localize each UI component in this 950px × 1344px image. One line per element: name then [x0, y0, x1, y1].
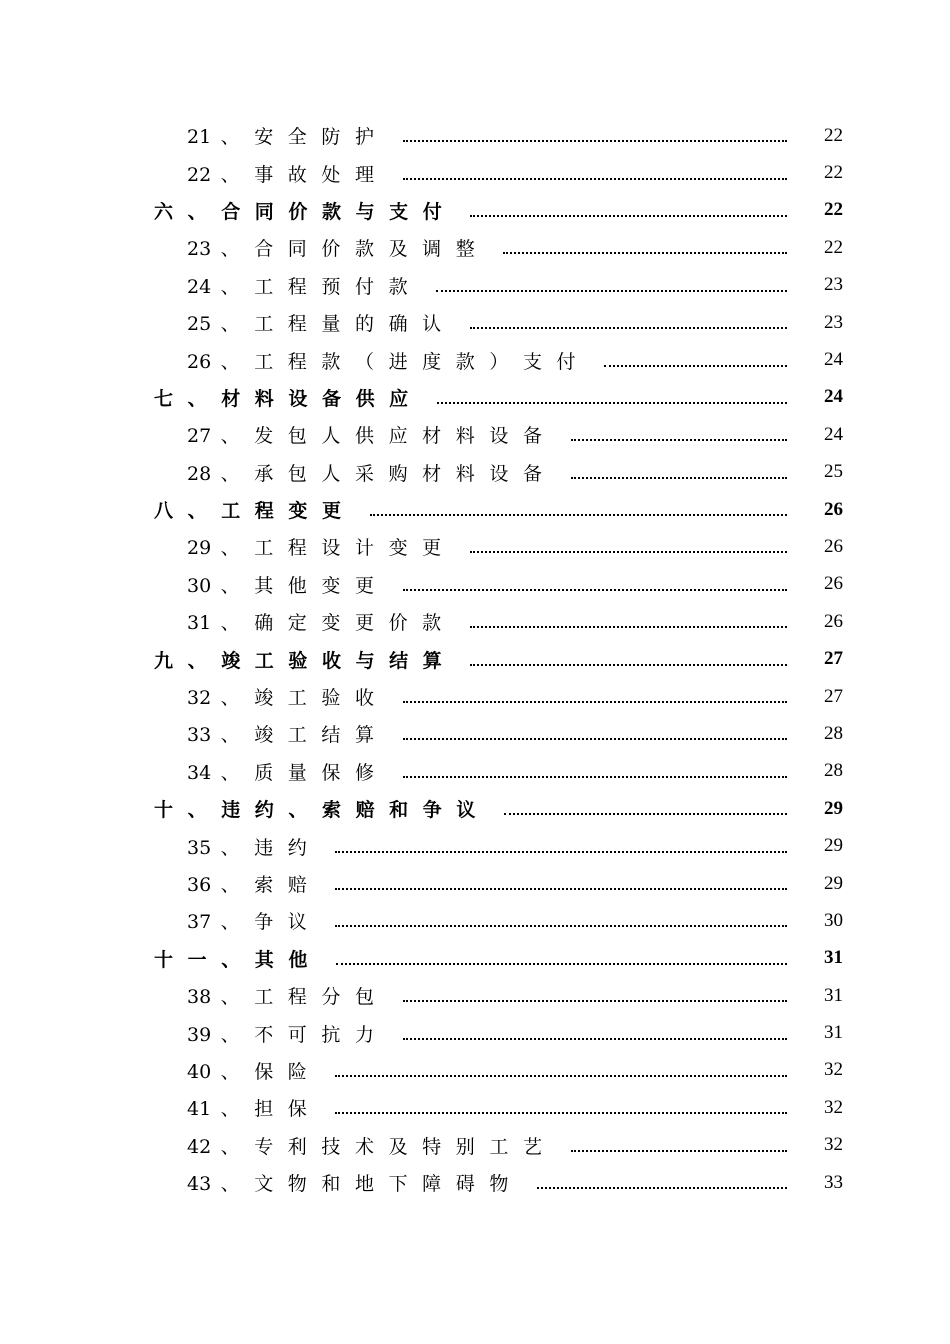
toc-entry[interactable] — [0, 117, 950, 154]
toc-entry-label: 42 、 专 利 技 术 及 特 别 工 艺 — [187, 1135, 542, 1158]
toc-leader-dots — [470, 625, 787, 628]
toc-entry[interactable] — [0, 566, 950, 603]
toc-leader-dots — [571, 1149, 787, 1152]
toc-page-number: 32 — [824, 1134, 843, 1156]
toc-leader-dots — [403, 139, 787, 142]
toc-chapter-label: 十 、 违 约 、 索 赔 和 争 议 — [154, 799, 476, 822]
toc-leader-dots — [436, 289, 787, 292]
toc-entry-label: 37 、 争 议 — [187, 911, 307, 934]
toc-leader-dots — [403, 775, 787, 778]
toc-leader-dots — [470, 326, 787, 329]
toc-chapter-entry[interactable] — [0, 640, 950, 677]
toc-page-number: 31 — [824, 947, 843, 969]
toc-entry[interactable] — [0, 154, 950, 191]
toc-leader-dots — [335, 924, 787, 927]
toc-leader-dots — [470, 550, 787, 553]
toc-entry[interactable] — [0, 753, 950, 790]
toc-entry-label: 29 、 工 程 设 计 变 更 — [187, 537, 442, 560]
toc-entry-label: 21 、 安 全 防 护 — [187, 126, 374, 149]
toc-leader-dots — [403, 737, 787, 740]
toc-entry-label: 24 、 工 程 预 付 款 — [187, 275, 408, 298]
toc-entry-label: 30 、 其 他 变 更 — [187, 574, 374, 597]
toc-leader-dots — [503, 251, 787, 254]
toc-page-number: 26 — [824, 610, 843, 632]
toc-chapter-label: 九 、 竣 工 验 收 与 结 算 — [154, 649, 442, 672]
toc-leader-dots — [571, 476, 787, 479]
toc-entry-label: 38 、 工 程 分 包 — [187, 986, 374, 1009]
toc-page-number: 30 — [824, 909, 843, 931]
toc-page-number: 29 — [824, 797, 843, 819]
toc-entry[interactable] — [0, 1014, 950, 1051]
toc-entry-label: 36 、 索 赔 — [187, 874, 307, 896]
toc-leader-dots — [403, 1037, 787, 1040]
toc-entry[interactable] — [0, 341, 950, 378]
toc-entry-label: 40 、 保 险 — [187, 1060, 307, 1083]
toc-entry-label: 28 、 承 包 人 采 购 材 料 设 备 — [187, 462, 542, 485]
toc-entry[interactable] — [0, 1127, 950, 1164]
toc-leader-dots — [335, 887, 787, 890]
toc-leader-dots — [403, 700, 787, 703]
toc-entry[interactable] — [0, 827, 950, 864]
toc-entry-label: 41 、 担 保 — [187, 1098, 307, 1121]
toc-page-number: 24 — [824, 349, 843, 371]
toc-page-number: 23 — [824, 311, 843, 333]
toc-leader-dots — [504, 812, 787, 815]
toc-entry[interactable] — [0, 304, 950, 341]
toc-leader-dots — [470, 663, 787, 666]
toc-entry[interactable] — [0, 229, 950, 266]
toc-entry-label: 35 、 违 约 — [187, 836, 307, 859]
toc-leader-dots — [537, 1186, 787, 1189]
toc-leader-dots — [571, 438, 787, 441]
toc-leader-dots — [470, 214, 787, 217]
toc-entry[interactable] — [0, 1164, 950, 1201]
toc-entry[interactable] — [0, 528, 950, 565]
toc-page-number: 31 — [824, 1022, 843, 1044]
toc-entry-label: 25 、 工 程 量 的 确 认 — [187, 313, 442, 336]
toc-leader-dots — [336, 962, 787, 965]
toc-page-number: 22 — [824, 162, 843, 184]
toc-entry[interactable] — [0, 416, 950, 453]
toc-entry[interactable] — [0, 603, 950, 640]
toc-page-number: 32 — [824, 1059, 843, 1081]
toc-entry-label: 27 、 发 包 人 供 应 材 料 设 备 — [187, 425, 542, 448]
toc-entry-label: 31 、 确 定 变 更 价 款 — [187, 612, 442, 635]
toc-entry-label: 26 、 工 程 款 （ 进 度 款 ） 支 付 — [187, 350, 576, 373]
toc-entry[interactable] — [0, 678, 950, 715]
toc-entry[interactable] — [0, 267, 950, 304]
toc-leader-dots — [335, 850, 787, 853]
toc-chapter-entry[interactable] — [0, 491, 950, 528]
toc-chapter-entry[interactable] — [0, 940, 950, 977]
toc-entry[interactable] — [0, 454, 950, 491]
toc-page-number: 28 — [824, 722, 843, 744]
toc-page-number: 29 — [824, 872, 843, 894]
toc-page-number: 22 — [824, 199, 843, 221]
toc-page-number: 22 — [824, 236, 843, 258]
toc-leader-dots — [370, 513, 787, 516]
toc-chapter-entry[interactable] — [0, 379, 950, 416]
toc-entry[interactable] — [0, 1052, 950, 1089]
toc-entry[interactable] — [0, 902, 950, 939]
toc-chapter-label: 七 、 材 料 设 备 供 应 — [154, 387, 409, 410]
toc-entry-label: 33 、 竣 工 结 算 — [187, 724, 374, 747]
toc-entry-label: 22 、 事 故 处 理 — [187, 163, 374, 186]
toc-leader-dots — [403, 588, 787, 591]
toc-leader-dots — [335, 1111, 787, 1114]
toc-leader-dots — [604, 364, 787, 367]
toc-entry[interactable] — [0, 715, 950, 752]
toc-entry-label: 34 、 质 量 保 修 — [187, 761, 374, 784]
toc-chapter-label: 六 、 合 同 价 款 与 支 付 — [154, 200, 442, 223]
toc-page-number: 27 — [824, 685, 843, 707]
toc-leader-dots — [437, 401, 787, 404]
toc-page-number: 32 — [824, 1096, 843, 1118]
toc-entry-label: 39 、 不 可 抗 力 — [187, 1023, 374, 1046]
toc-chapter-label: 八 、 工 程 变 更 — [154, 500, 341, 523]
toc-entry-label: 32 、 竣 工 验 收 — [187, 687, 374, 710]
toc-page-number: 24 — [824, 423, 843, 445]
toc-page-number: 26 — [824, 498, 843, 520]
toc-entry[interactable] — [0, 1089, 950, 1126]
toc-leader-dots — [335, 1074, 787, 1077]
toc-page-number: 33 — [824, 1171, 843, 1193]
toc-page-number: 25 — [824, 461, 843, 483]
toc-page-number: 26 — [824, 535, 843, 557]
toc-page-number: 26 — [824, 573, 843, 595]
toc-entry-label: 43 、 文 物 和 地 下 障 碍 物 — [187, 1173, 509, 1196]
toc-page-number: 23 — [824, 274, 843, 296]
toc-page-number: 27 — [824, 648, 843, 670]
toc-entry-label: 23 、 合 同 价 款 及 调 整 — [187, 238, 475, 261]
toc-page-number: 28 — [824, 760, 843, 782]
toc-page-number: 31 — [824, 984, 843, 1006]
toc-leader-dots — [403, 999, 787, 1002]
toc-page-number: 22 — [824, 124, 843, 146]
toc-page-number: 29 — [824, 835, 843, 857]
toc-chapter-label: 十 一 、 其 他 — [154, 948, 308, 971]
toc-chapter-entry[interactable] — [0, 790, 950, 827]
table-of-contents — [0, 117, 950, 1201]
toc-page-number: 24 — [824, 386, 843, 408]
toc-chapter-entry[interactable] — [0, 192, 950, 229]
toc-leader-dots — [403, 177, 787, 180]
toc-entry[interactable] — [0, 977, 950, 1014]
toc-entry[interactable] — [0, 865, 950, 902]
